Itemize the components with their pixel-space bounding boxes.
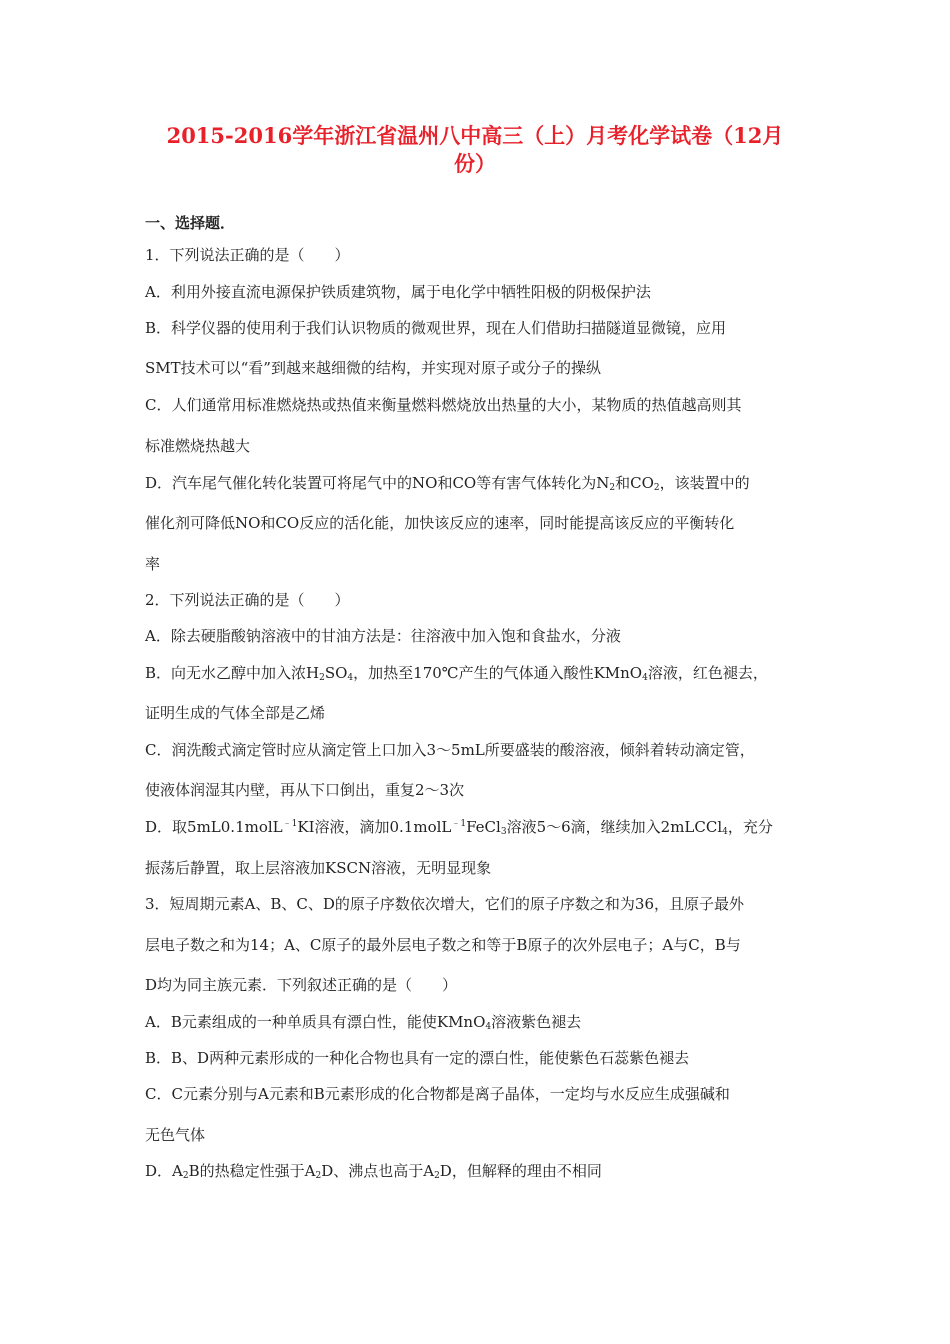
- title-line-1: 2015-2016学年浙江省温州八中高三（上）月考化学试卷（12月: [166, 123, 784, 148]
- q3-stem-line3: D均为同主族元素．下列叙述正确的是（ ）: [145, 976, 458, 994]
- q2-option-d-line1: D．取5mL0.1molL$^{﹣1}$KI溶液，滴加0.1molL$^{﹣1}$FeCl$_3$溶液5～6滴，继续加入2mLCCl$_4$，充分: [145, 818, 773, 837]
- q2-option-a: A．除去硬脂酸钠溶液中的甘油方法是：往溶液中加入饱和食盐水，分液: [145, 627, 621, 645]
- q1-option-b-line2: SMT技术可以“看”到越来越细微的结构，并实现对原子或分子的操纵: [145, 359, 601, 377]
- q1-option-d-line1: D．汽车尾气催化转化装置可将尾气中的NO和CO等有害气体转化为$N_2$和$CO_2$，该装置中的: [145, 474, 750, 493]
- page-title: [130, 122, 820, 178]
- q1-option-a: A．利用外接直流电源保护铁质建筑物，属于电化学中牺牲阳极的阴极保护法: [145, 283, 651, 301]
- q1-option-d-line2: 催化剂可降低NO和CO反应的活化能，加快该反应的速率，同时能提高该反应的平衡转化: [145, 514, 735, 532]
- q3-option-a: A．B元素组成的一种单质具有漂白性，能使KMnO$_4$溶液紫色褪去: [145, 1013, 582, 1032]
- q3-option-c-line1: C．C元素分别与A元素和B元素形成的化合物都是离子晶体，一定均与水反应生成强碱和: [145, 1085, 730, 1103]
- q1-stem: 1．下列说法正确的是（ ）: [145, 246, 350, 264]
- section-heading: 一、选择题．: [145, 214, 236, 232]
- q3-option-b: B．B、D两种元素形成的一种化合物也具有一定的漂白性，能使紫色石蕊紫色褪去: [145, 1049, 690, 1067]
- q3-stem-line1: 3．短周期元素A、B、C、D的原子序数依次增大，它们的原子序数之和为36，且原子最外: [145, 895, 744, 913]
- q3-option-d: D．$A_2B$的热稳定性强于$A_2D$、沸点也高于$A_2D$，但解释的理由不相同: [145, 1162, 602, 1181]
- q2-option-c-line1: C．润洗酸式滴定管时应从滴定管上口加入3～5mL所要盛装的酸溶液，倾斜着转动滴定管，: [145, 741, 755, 759]
- q2-option-b-line2: 证明生成的气体全部是乙烯: [145, 704, 326, 722]
- q2-stem: 2．下列说法正确的是（ ）: [145, 591, 350, 609]
- q2-option-d-line2: 振荡后静置，取上层溶液加KSCN溶液，无明显现象: [145, 859, 492, 877]
- q3-stem-line2: 层电子数之和为14；A、C原子的最外层电子数之和等于B原子的次外层电子；A与C，B与: [145, 936, 741, 954]
- q3-option-c-line2: 无色气体: [145, 1126, 206, 1144]
- title-line-2: 份）: [454, 151, 496, 176]
- q1-option-c-line1: C．人们通常用标准燃烧热或热值来衡量燃料燃烧放出热量的大小，某物质的热值越高则其: [145, 396, 742, 414]
- q2-option-b-line1: B．向无水乙醇中加入浓$H_2SO_4$，加热至170℃产生的气体通入酸性KMnO$_4$溶液，红色褪去，: [145, 664, 768, 683]
- q1-option-b-line1: B．科学仪器的使用利于我们认识物质的微观世界，现在人们借助扫描隧道显微镜，应用: [145, 319, 727, 337]
- q2-option-c-line2: 使液体润湿其内壁，再从下口倒出，重复2～3次: [145, 781, 465, 799]
- q1-option-c-line2: 标准燃烧热越大: [145, 437, 251, 455]
- q1-option-d-line3: 率: [145, 555, 161, 573]
